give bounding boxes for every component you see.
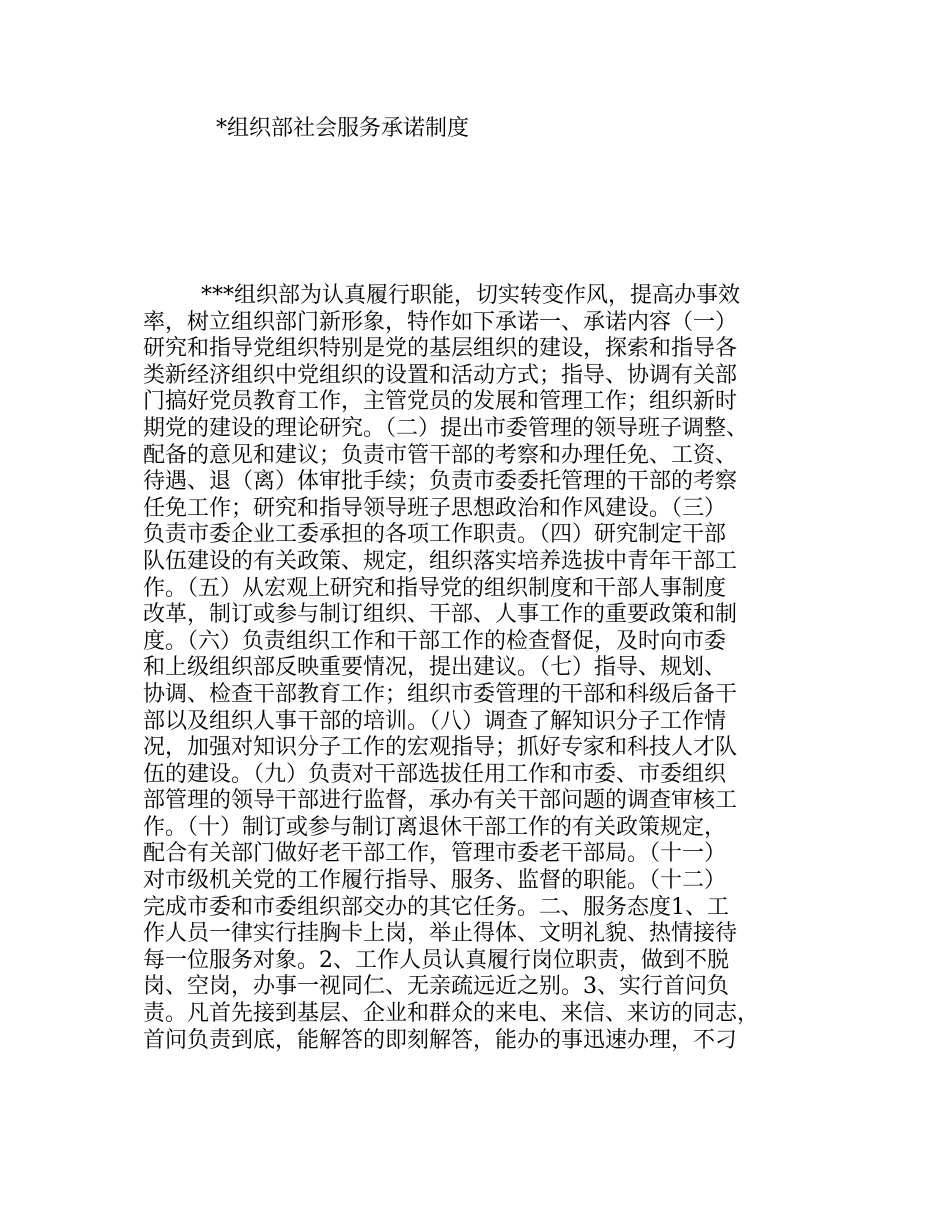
body-line: 协调、检查干部教育工作；组织市委管理的干部和科级后备干 bbox=[143, 681, 738, 707]
body-line: 每一位服务对象。2、工作人员认真履行岗位职责，做到不脱 bbox=[143, 947, 729, 973]
body-line: 岗、空岗，办事一视同仁、无亲疏远近之别。3、实行首问负 bbox=[143, 974, 729, 1000]
body-line: 作。（十）制订或参与制订离退休干部工作的有关政策规定， bbox=[143, 814, 727, 840]
body-line: 完成市委和市委组织部交办的其它任务。二、服务态度1、工 bbox=[143, 894, 729, 920]
body-line: 部以及组织人事干部的培训。（八）调查了解知识分子工作情 bbox=[143, 708, 727, 734]
body-line: 类新经济组织中党组织的设置和活动方式；指导、协调有关部 bbox=[143, 362, 738, 388]
body-line: 首问负责到底，能解答的即刻解答，能办的事迅速办理，不刁 bbox=[143, 1027, 738, 1053]
body-line: 率，树立组织部门新形象，特作如下承诺一、承诺内容（一） bbox=[143, 309, 738, 335]
body-line: 作人员一律实行挂胸卡上岗，举止得体、文明礼貌、热情接待 bbox=[143, 921, 738, 947]
body-line: 门搞好党员教育工作，主管党员的发展和管理工作；组织新时 bbox=[143, 389, 738, 415]
document-body bbox=[143, 283, 843, 1054]
body-line: 期党的建设的理论研究。（二）提出市委管理的领导班子调整、 bbox=[143, 415, 749, 441]
body-line: 研究和指导党组织特别是党的基层组织的建设，探索和指导各 bbox=[143, 336, 738, 362]
body-line: 度。（六）负责组织工作和干部工作的检查督促，及时向市委 bbox=[143, 628, 727, 654]
body-line: 任免工作；研究和指导领导班子思想政治和作风建设。（三） bbox=[143, 495, 727, 521]
body-line: 配备的意见和建议；负责市管干部的考察和办理任免、工资、 bbox=[143, 442, 738, 468]
body-line: 配合有关部门做好老干部工作，管理市委老干部局。（十一） bbox=[143, 841, 727, 867]
body-line: 和上级组织部反映重要情况，提出建议。（七）指导、规划、 bbox=[143, 655, 727, 681]
body-line: 伍的建设。（九）负责对干部选拔任用工作和市委、市委组织 bbox=[143, 761, 727, 787]
body-line: 责。凡首先接到基层、企业和群众的来电、来信、来访的同志， bbox=[143, 1001, 760, 1027]
body-line: 待遇、退（离）体审批手续；负责市委委托管理的干部的考察 bbox=[143, 469, 738, 495]
body-line: 对市级机关党的工作履行指导、服务、监督的职能。（十二） bbox=[143, 868, 727, 894]
body-line: 改革，制订或参与制订组织、干部、人事工作的重要政策和制 bbox=[143, 602, 738, 628]
body-line: ***组织部为认真履行职能，切实转变作风，提高办事效 bbox=[201, 283, 741, 308]
document-title: *组织部社会服务承诺制度 bbox=[216, 116, 470, 141]
body-line: 况，加强对知识分子工作的宏观指导；抓好专家和科技人才队 bbox=[143, 735, 738, 761]
body-line: 作。（五）从宏观上研究和指导党的组织制度和干部人事制度 bbox=[143, 575, 727, 601]
body-line: 队伍建设的有关政策、规定，组织落实培养选拔中青年干部工 bbox=[143, 548, 738, 574]
body-line: 负责市委企业工委承担的各项工作职责。（四）研究制定干部 bbox=[143, 522, 727, 548]
body-line: 部管理的领导干部进行监督，承办有关干部问题的调查审核工 bbox=[143, 788, 738, 814]
